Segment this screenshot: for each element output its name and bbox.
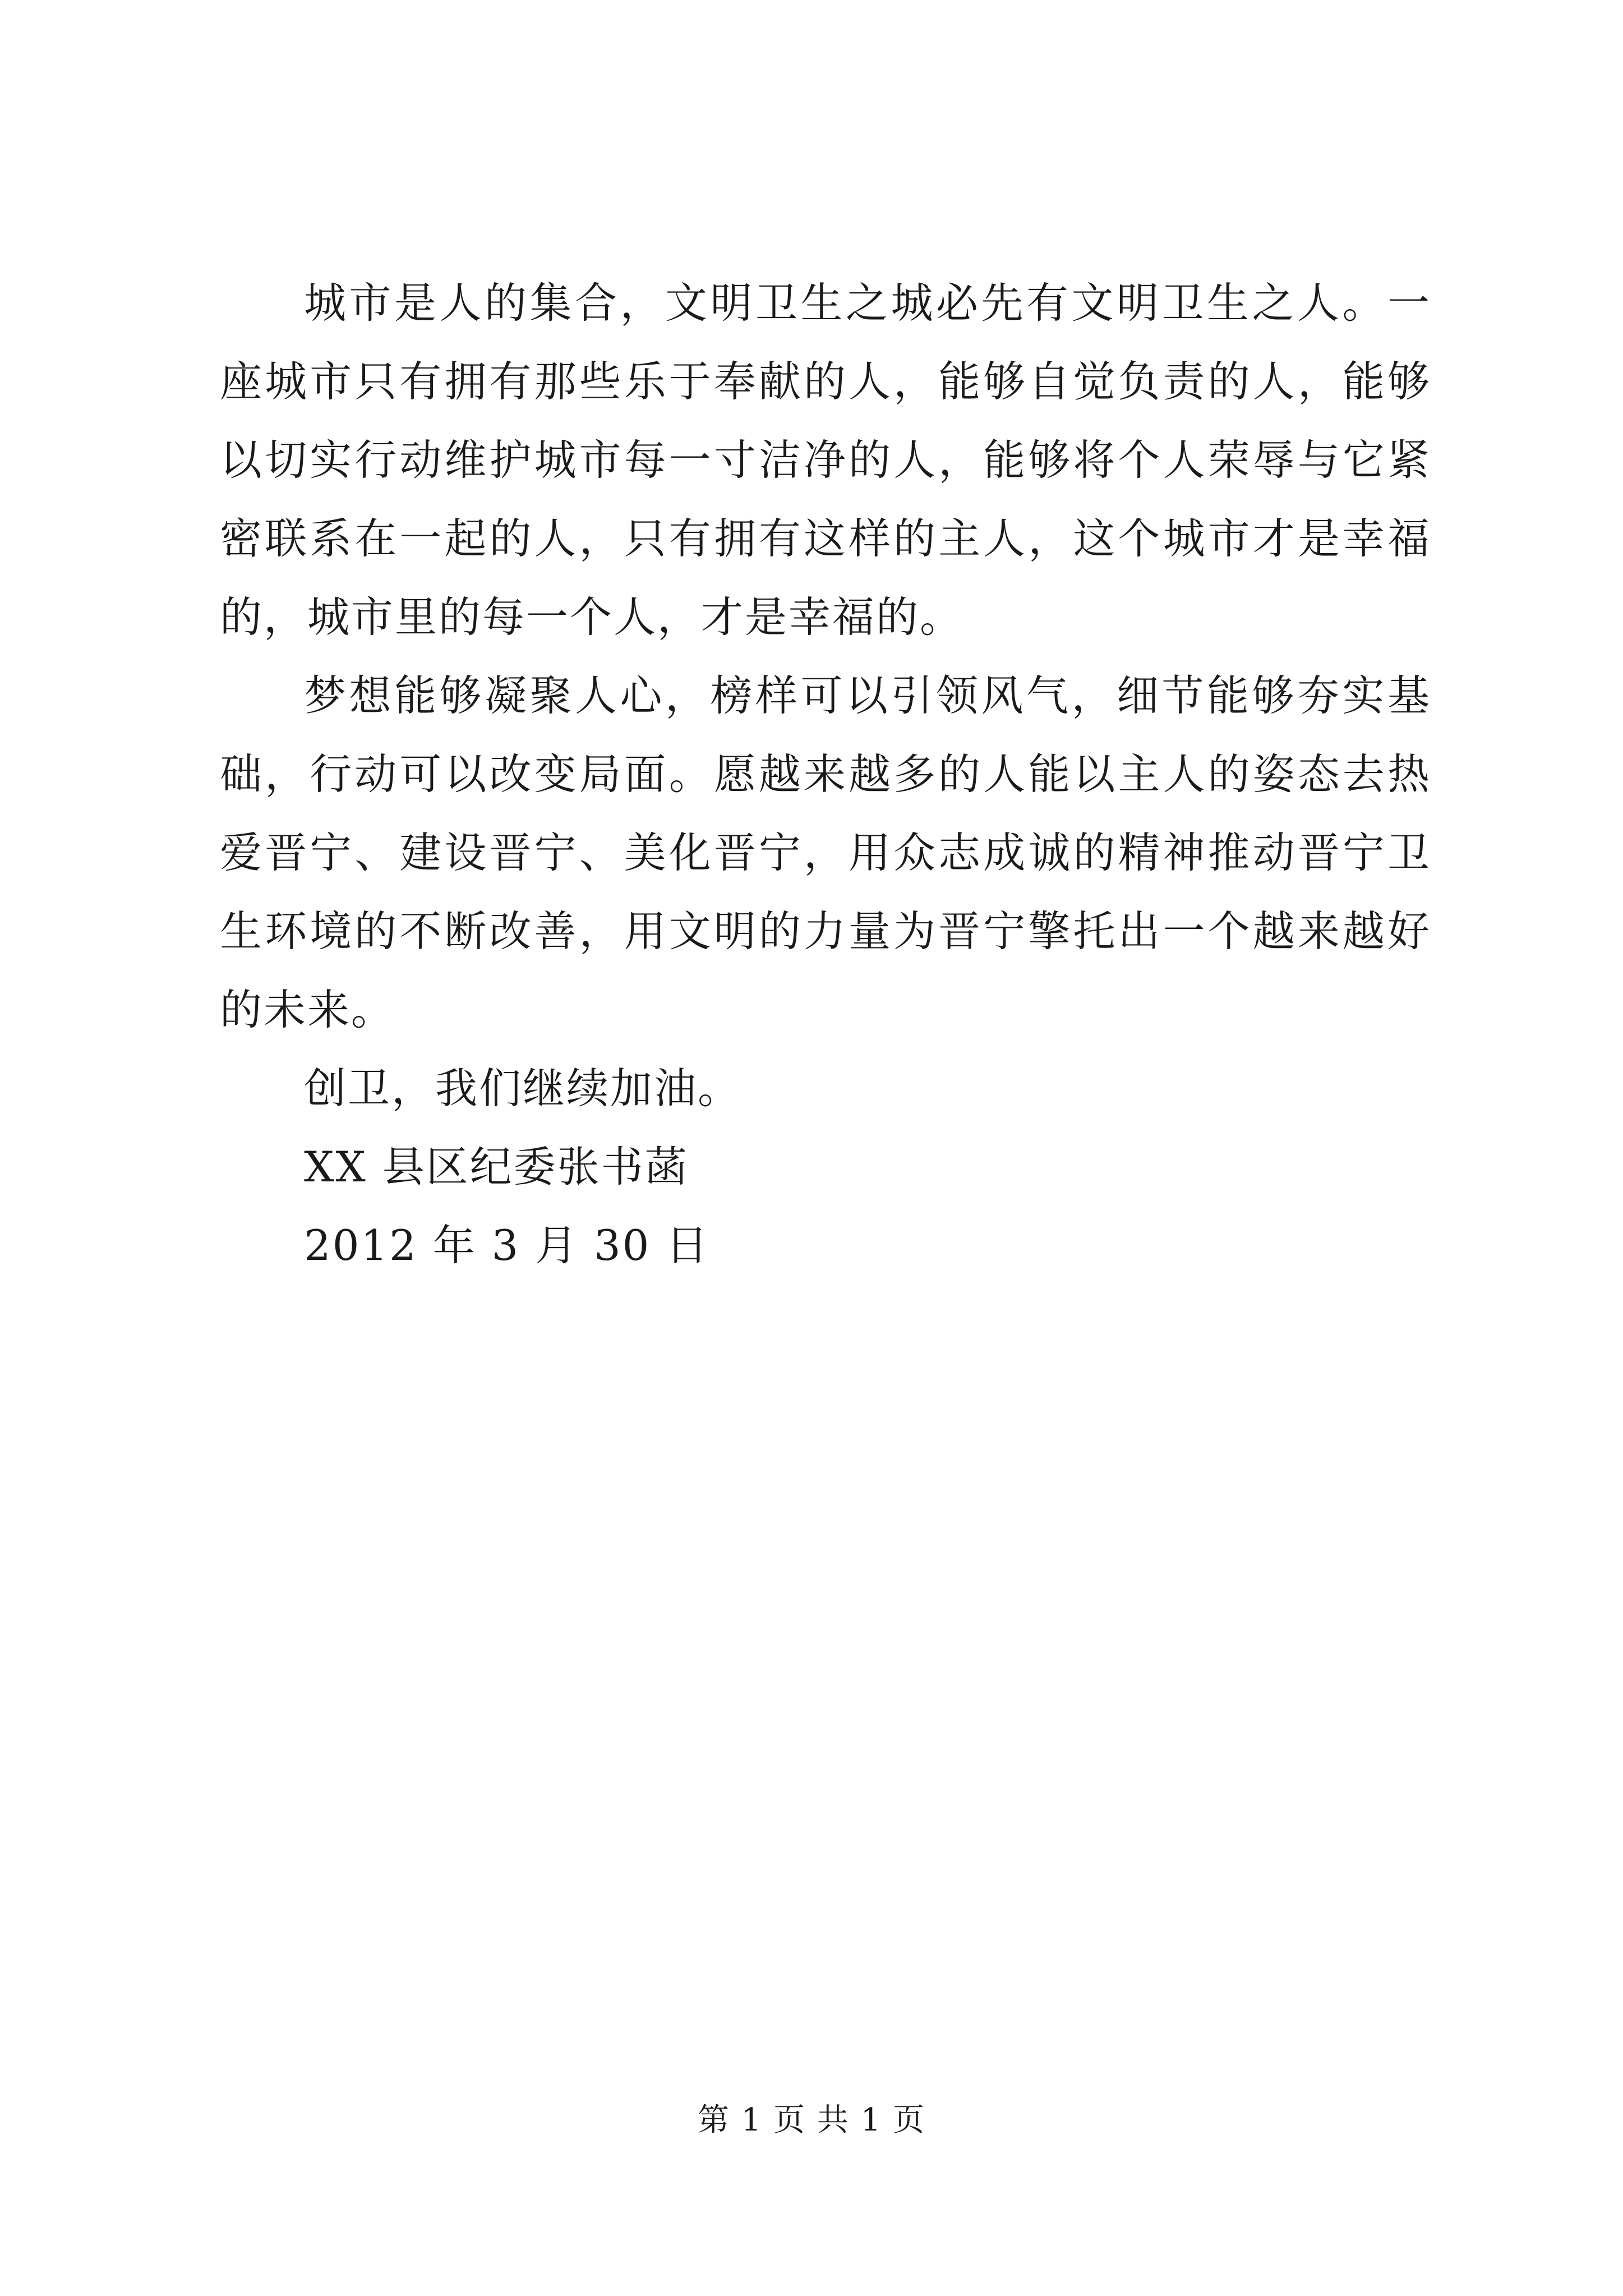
date: 2012 年 3 月 30 日 [304, 1221, 710, 1270]
document-body [220, 264, 1431, 1285]
page-footer: 第 1 页 共 1 页 [697, 2102, 926, 2138]
paragraph-1: 城市是人的集合，文明卫生之城必先有文明卫生之人。一座城市只有拥有那些乐于奉献的人，能够自觉负责的人，能够以切实行动维护城市每一寸洁净的人，能够将个人荣辱与它紧密联系在一起的人，只有拥有这样的主人，这个城市才是幸福的，城市里的每一个人，才是幸福的。 [220, 278, 1431, 642]
paragraph-3: 创卫，我们继续加油。 [304, 1064, 742, 1113]
signature: XX 县区纪委张书菡 [304, 1142, 689, 1191]
paragraph-2: 梦想能够凝聚人心，榜样可以引领风气，细节能够夯实基础，行动可以改变局面。愿越来越多的人能以主人的姿态去热爱晋宁、建设晋宁、美化晋宁，用众志成诚的精神推动晋宁卫生环境的不断改善，用文明的力量为晋宁擎托出一个越来越好的未来。 [220, 671, 1431, 1034]
